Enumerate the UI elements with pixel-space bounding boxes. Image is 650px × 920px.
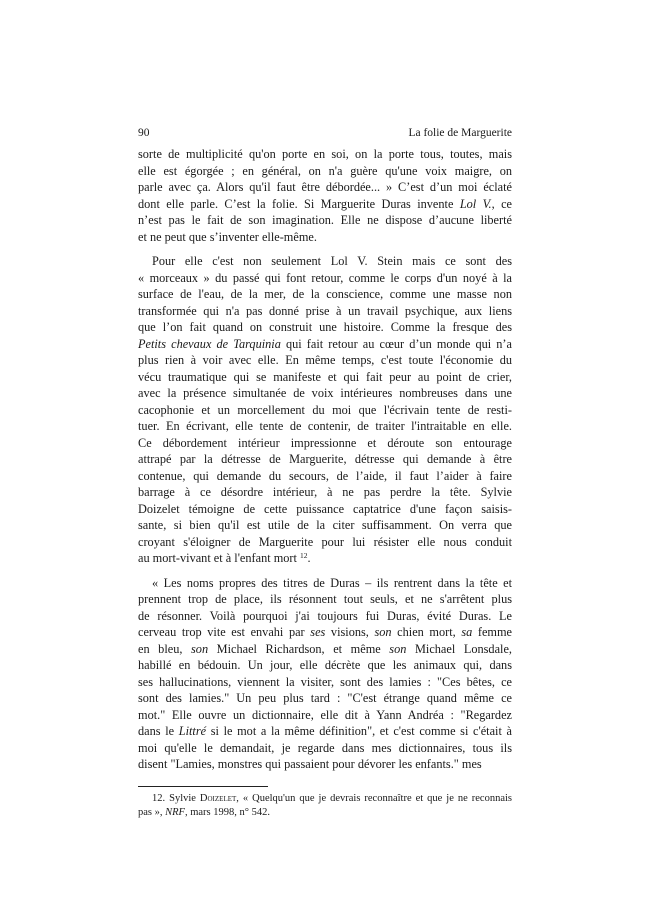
text-run: habillé en bédouin. Un jour, elle décrète que les animaux qui, dans <box>138 658 512 672</box>
text-run: elle est égorgée ; en général, on n'a guère qu'une voix maigre, on <box>138 163 512 178</box>
text-line <box>138 517 512 534</box>
text-run: au mort-vivant et à l'enfant mort <box>138 551 301 565</box>
text-run: n’est pas le fait de son imagination. Elle ne dispose d’aucune liberté <box>138 213 512 227</box>
text-run: . <box>307 551 311 565</box>
text-run: moi qu'elle le demandait, je regarde dans mes dictionnaires, tous ils <box>138 740 512 755</box>
text-line <box>138 657 512 674</box>
text-run: cerveau trop vite est envahi par <box>138 625 311 639</box>
text-run: cacophonie et un morcellement du moi que l'écrivain tente de resti- <box>138 402 512 417</box>
text-run: que l’on fait quand on construit une histoire. Comme la fresque des <box>138 320 512 334</box>
text-run: 12. Sylvie <box>152 792 200 804</box>
text-run: son <box>374 625 392 639</box>
text-line <box>138 229 512 246</box>
text-run: Ce débordement intérieur impressionne et déroute son entourage <box>138 435 512 450</box>
text-run: surface de l'eau, de la mer, de la conscience, comme une masse non <box>138 287 512 301</box>
footnote-ref: 12 <box>300 551 308 560</box>
text-run: croyant s'éloigner de Marguerite pour lui résister elle nous conduit <box>138 534 512 549</box>
text-run: son <box>191 641 209 656</box>
page-body <box>138 146 512 820</box>
text-run: pas », <box>138 806 166 818</box>
text-line <box>138 534 512 551</box>
text-line <box>138 707 512 724</box>
text-line <box>138 674 512 691</box>
text-line <box>138 806 512 820</box>
paragraph <box>138 253 512 567</box>
footnote-separator <box>138 786 268 787</box>
text-line <box>138 352 512 369</box>
text-line <box>138 286 512 303</box>
text-line <box>138 212 512 229</box>
text-run: Petits chevaux de Tarquinia <box>138 336 281 351</box>
text-run: NRF <box>165 806 185 818</box>
text-line <box>138 253 512 270</box>
text-line <box>138 163 512 180</box>
text-run: dans le <box>138 724 179 738</box>
text-run: transformée qui n'a pas donné prise à un travail psychique, aux liens <box>138 303 512 318</box>
text-run: si le mot a la même définition", et c'est comme si c'était à <box>206 724 512 738</box>
footnote <box>138 792 512 820</box>
text-run: Michael Richardson, et même <box>208 641 390 656</box>
text-line <box>138 608 512 625</box>
text-run: vécu traumatique qui se manifeste et qui fait peur au point de crier, <box>138 369 512 384</box>
text-run: contenue, qui demande du secours, de l’aide, il faut l’aider à faire <box>138 468 512 483</box>
text-line <box>138 451 512 468</box>
text-line <box>138 146 512 163</box>
text-line <box>138 468 512 485</box>
text-run: parle avec ça. Alors qu'il faut être débordée... » C’est d’un moi éclaté <box>138 180 512 194</box>
text-line <box>138 740 512 757</box>
text-run: mot." Elle ouvre un dictionnaire, elle dit à Yann Andréa : "Regardez <box>138 707 512 722</box>
text-run: tuer. En écrivant, elle tente de contenir, de traiter l'intraitable en elle. <box>138 419 512 433</box>
text-run: chien mort, <box>391 625 462 639</box>
text-line <box>138 575 512 592</box>
text-line <box>138 435 512 452</box>
text-run: « morceaux » du passé qui font retour, comme le corps d'un noyé à la <box>138 270 512 285</box>
text-line <box>138 303 512 320</box>
text-line <box>138 270 512 287</box>
text-run: Littré <box>178 724 207 738</box>
text-run: qui fait retour au cœur d’un monde qui n’a <box>280 336 512 351</box>
paragraph <box>138 575 512 773</box>
text-run: , « Quelqu'un que je devrais reconnaître et que je ne reconnais <box>236 792 512 804</box>
text-run: attrapé par la détresse de Marguerite, détresse qui demande à être <box>138 452 512 466</box>
text-line <box>138 402 512 419</box>
text-run: « Les noms propres des titres de Duras – ils rentrent dans la tête et <box>152 575 512 590</box>
text-run: Lol V. <box>459 196 492 211</box>
text-run: sa <box>461 625 473 639</box>
text-line <box>138 336 512 353</box>
text-run: dont elle parle. C’est la folie. Si Marguerite Duras invente <box>138 196 460 211</box>
page-number: 90 <box>138 127 150 139</box>
text-line <box>138 624 512 641</box>
text-run: sont des lamies." Un peu plus tard : "C'est étrange quand même ce <box>138 691 512 705</box>
text-line <box>138 196 512 213</box>
text-run: Pour elle c'est non seulement Lol V. Stein mais ce sont des <box>152 254 512 268</box>
text-line <box>138 591 512 608</box>
text-run: , ce <box>491 196 512 211</box>
text-line <box>138 484 512 501</box>
text-run: Doizelet témoigne de cette puissance captatrice d'une façon saisis- <box>138 501 512 516</box>
text-line <box>138 723 512 740</box>
text-line <box>138 756 512 773</box>
text-run: ses <box>310 625 326 639</box>
text-run: avec la présence simultanée de voix intérieures nombreuses dans une <box>138 386 512 400</box>
text-line <box>138 690 512 707</box>
text-run: plus rien à voir avec elle. En même temps, c'est toute l'économie du <box>138 353 512 367</box>
text-line <box>138 641 512 658</box>
text-line <box>138 319 512 336</box>
text-run: Michael Lonsdale, <box>406 641 512 656</box>
text-run: son <box>389 641 407 656</box>
text-line <box>138 369 512 386</box>
text-run: disent "Lamies, monstres qui passaient pour dévorer les enfants." mes <box>138 757 482 771</box>
paragraph <box>138 146 512 245</box>
text-line <box>138 501 512 518</box>
text-run: sorte de multiplicité qu'on porte en soi, on la porte tous, toutes, mais <box>138 147 512 161</box>
text-run: , mars 1998, n° 542. <box>184 806 270 818</box>
text-run: prennent trop de place, ils résonnent tout seuls, et ne s'arrêtent plus <box>138 592 512 606</box>
text-line <box>138 550 512 567</box>
text-line <box>138 385 512 402</box>
text-run: ses hallucinations, viennent la visiter, sont des lamies : "Ces bêtes, ce <box>138 674 512 689</box>
text-line <box>138 418 512 435</box>
text-run: Doizelet <box>199 792 237 804</box>
text-run: femme <box>472 625 513 639</box>
text-run: visions, <box>325 625 375 639</box>
text-run: de résonner. Voilà pourquoi j'ai toujours fui Duras, évité Duras. Le <box>138 608 512 623</box>
text-line <box>138 179 512 196</box>
running-title: La folie de Marguerite <box>408 127 512 139</box>
text-run: et ne peut que s’inventer elle-même. <box>138 229 317 244</box>
text-run: barrage à ce désordre intérieur, à ne pas perdre la tête. Sylvie <box>138 485 512 499</box>
text-run: en bleu, <box>138 641 192 656</box>
text-line <box>138 792 512 806</box>
text-run: sante, si bien qu'il est utile de la citer suffisamment. On verra que <box>138 518 512 532</box>
